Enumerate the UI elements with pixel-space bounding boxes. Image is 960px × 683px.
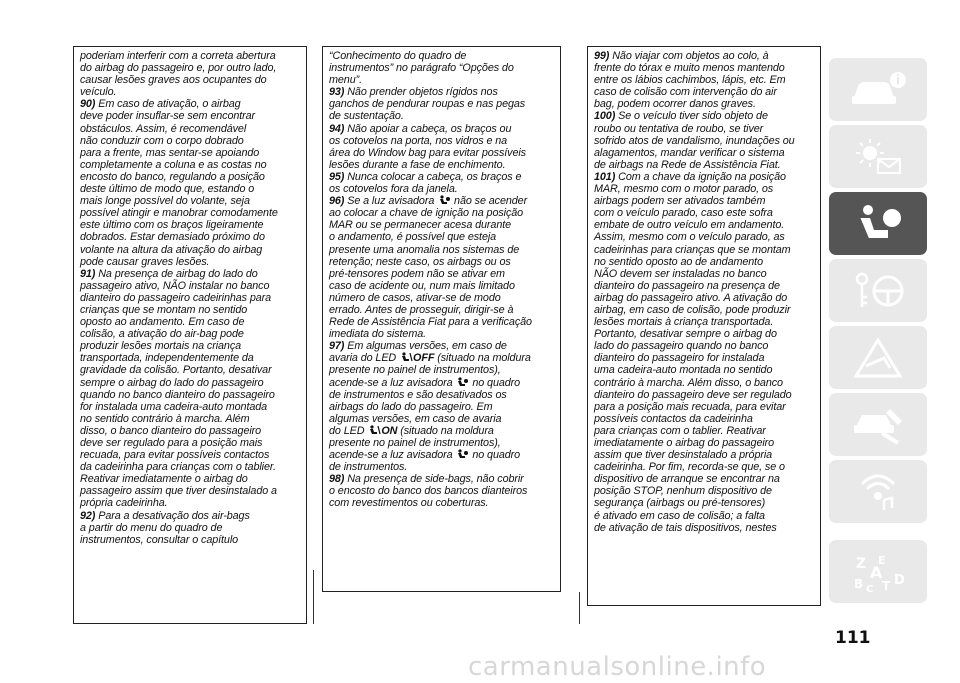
seat-airbag-icon <box>848 202 908 246</box>
column-divider <box>579 592 580 624</box>
key-steering-icon <box>848 269 908 313</box>
paragraph-continued: poderiam interferir com a correta abertura do airbag do passageiro e, por outro lado, causar lesões graves aos ocupantes do veículo. <box>80 50 277 99</box>
passenger-airbag-led-icon <box>367 425 381 435</box>
airbag-warning-light-icon <box>455 377 469 387</box>
airbag-warning-light-icon <box>437 195 451 205</box>
tab-warning-lights[interactable] <box>829 125 927 188</box>
warning-lights-icon <box>848 135 908 179</box>
text-column-1 <box>73 46 307 624</box>
car-info-icon <box>848 68 908 112</box>
tab-emergency[interactable] <box>829 326 927 389</box>
svg-text:D: D <box>894 572 905 588</box>
tab-starting-driving[interactable] <box>829 259 927 322</box>
page-number: 111 <box>835 628 871 648</box>
note-101: 101) Com a chave da ignição na posição MAR, mesmo com o motor parado, os airbags podem ser ativados também com o veículo parado, caso este sofra embate de outro veículo em andamento. Assim, mesmo com o veículo parado, as cadeirinhas para crianças que se montam no sentido oposto ao de andamento NÃO devem ser instaladas no banco dianteiro do passageiro na presença de airbag do passageiro ativo. A ativação do airbag, em caso de colisão, pode produzir lesões mortais à criança transportada. Portanto, desativar sempre o airbag do lado do passageiro quando no banco dianteiro do passageiro for instalada uma cadeira-auto montada no sentido contrário à marcha. Além disso, o banco dianteiro do passageiro deve ser regulado para a posição mais recuada, para evitar possíveis contactos da cadeirinha para crianças com o tablier. Reativar imediatamente o airbag do passageiro assim que tiver desinstalado a própria cadeirinha. Por fim, recorda-se que, se o dispositivo de arranque se encontrar na posição STOP, nenhum dispositivo de segurança (airbags ou pré-tensores) é ativado em caso de colisão; a falta de ativação de tais dispositivos, nestes <box>594 170 792 534</box>
note-100: 100) Se o veículo tiver sido objeto de roubo ou tentativa de roubo, se tiver sofrido atos de vandalismo, inundações ou alagamentos, mandar verificar o sistema de airbags na Rede de Assistência Fiat. <box>594 110 795 171</box>
note-93: 93) Não prender objetos rígidos nos ganchos de pendurar roupas e nas pegas de sustentação. <box>329 86 526 123</box>
breakdown-warning-icon <box>848 336 908 380</box>
tab-maintenance[interactable] <box>829 393 927 456</box>
tab-multimedia[interactable] <box>829 460 927 523</box>
tab-index[interactable] <box>829 540 927 603</box>
paragraph-continued: “Conhecimento do quadro de instrumentos” no parágrafo “Opções do menu”. <box>329 50 514 87</box>
note-97: 97) Em algumas versões, em caso de avaria do LED OFF (situado na moldura presente no painel de instrumentos), acende-se a luz avisadora no quadro de instrumentos e são desativados os airbags do lado do passageiro. Em algumas versões, em caso de avaria do LED ON (situado na moldura presente no painel de instrumentos), acende-se a luz avisadora no quadro de instrumentos. <box>329 340 531 474</box>
svg-text:E: E <box>878 553 886 567</box>
note-95: 95) Nunca colocar a cabeça, os braços e os cotovelos fora da janela. <box>329 170 522 196</box>
multimedia-icon <box>848 470 908 514</box>
alphabetical-index-icon <box>848 550 908 594</box>
svg-text:A: A <box>870 562 883 582</box>
maintenance-icon <box>848 403 908 447</box>
note-90: 90) Em caso de ativação, o airbag deve poder insuflar-se sem encontrar obstáculos. Assim, é recomendável não conduzir com o corpo dobrado para a frente, mas sentar-se apoiando completamente a coluna e as costas no encosto do banco, regulando a posição deste último de modo que, estando o mais longe possível do volante, seja possível atingir e manobrar comodamente este último com os braços ligeiramente dobrados. Estar demasiado próximo do volante na altura da ativação do airbag pode causar graves lesões. <box>80 98 278 268</box>
airbag-warning-light-icon <box>455 449 469 459</box>
note-92: 92) Para a desativação dos air-bags a partir do menu do quadro de instrumentos, consultar o capítulo <box>80 509 250 546</box>
passenger-airbag-led-icon <box>399 352 413 362</box>
svg-text:T: T <box>882 578 891 593</box>
note-94: 94) Não apoiar a cabeça, os braços ou os cotovelos na porta, nos vidros e na área do Window bag para evitar possíveis lesões durante a fase de enchimento. <box>329 122 526 171</box>
tab-safety[interactable] <box>829 192 927 255</box>
tab-car-info[interactable] <box>829 58 927 121</box>
svg-text:C: C <box>866 583 874 594</box>
note-96: 96) Se a luz avisadora não se acender ao colocar a chave de ignição na posição MAR ou se permanecer acesa durante o andamento, é possível que esteja presente uma anomalia nos sistemas de retenção; neste caso, os airbags ou os pré-tensores podem não se ativar em caso de acidente ou, num mais limitado número de casos, ativar-se de modo errado. Antes de prosseguir, dirigir-se à Rede de Assistência Fiat para a verificação imediata do sistema. <box>329 195 532 341</box>
watermark: carmanualsonline.info <box>468 652 767 682</box>
svg-text:B: B <box>854 576 864 591</box>
text-column-3 <box>587 46 821 606</box>
note-91: 91) Na presença de airbag do lado do passageiro ativo, NÃO instalar no banco dianteiro do passageiro cadeirinhas para crianças que se montam no sentido oposto ao andamento. Em caso de colisão, a ativação do air-bag pode produzir lesões mortais na criança transportada, independentemente da gravidade da colisão. Portanto, desativar sempre o airbag do lado do passageiro quando no banco dianteiro do passageiro for instalada uma cadeira-auto montada no sentido contrário à marcha. Além disso, o banco dianteiro do passageiro deve ser regulado para a posição mais recuada, para evitar possíveis contactos da cadeirinha para crianças com o tablier. Reativar imediatamente o airbag do passageiro assim que tiver desinstalado a própria cadeirinha. <box>80 267 277 510</box>
note-99: 99) Não viajar com objetos ao colo, à frente do tórax e muito menos mantendo entre os lábios cachimbos, lápis, etc. Em caso de colisão com intervenção do air bag, podem ocorrer danos graves. <box>594 50 786 111</box>
svg-text:Z: Z <box>856 555 867 572</box>
column-divider <box>313 570 314 624</box>
text-column-2 <box>322 46 561 592</box>
note-98: 98) Na presença de side-bags, não cobrir o encosto do banco dos bancos dianteiros com revestimentos ou coberturas. <box>329 473 528 510</box>
